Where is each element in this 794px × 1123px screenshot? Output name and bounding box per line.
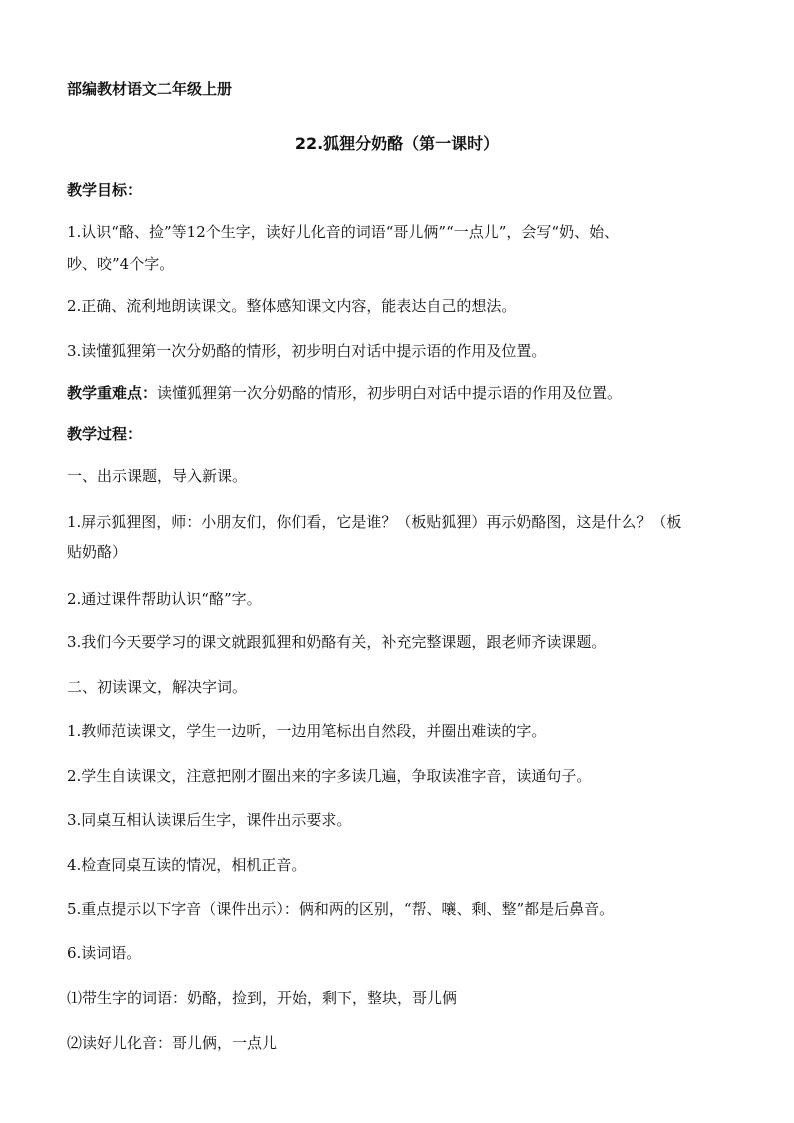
objective-1-line-2: 吵、咬”4个字。	[67, 255, 175, 273]
book-title: 部编教材语文二年级上册	[67, 80, 233, 98]
section-2-sub-1: ⑴带生字的词语：奶酪，捡到，开始，剩下，整块，哥儿俩	[67, 989, 458, 1007]
objective-1-line-1: 1.认识“酪、捡”等12个生字，读好儿化音的词语“哥儿俩”“一点儿”，会写“奶、始、	[67, 223, 620, 241]
section-1-step-1-line-1: 1.屏示狐狸图，师：小朋友们，你们看，它是谁？（板贴狐狸）再示奶酪图，这是什么？（板	[67, 513, 682, 531]
key-points-text: 读懂狐狸第一次分奶酪的情形，初步明白对话中提示语的作用及位置。	[157, 384, 623, 402]
objective-3: 3.读懂狐狸第一次分奶酪的情形，初步明白对话中提示语的作用及位置。	[67, 342, 547, 360]
section-2-sub-2: ⑵读好儿化音：哥儿俩，一点儿	[67, 1034, 278, 1052]
key-points	[67, 379, 727, 407]
section-2-step-3: 3.同桌互相认读课后生字，课件出示要求。	[67, 811, 352, 829]
section-1-step-2: 2.通过课件帮助认识“酪”字。	[67, 590, 262, 608]
objective-2: 2.正确、流利地朗读课文。整体感知课文内容，能表达自己的想法。	[67, 297, 517, 315]
section-2-step-2: 2.学生自读课文，注意把刚才圈出来的字多读几遍，争取读准字音，读通句子。	[67, 767, 592, 785]
key-points-label: 教学重难点：	[67, 384, 158, 402]
section-1-step-3: 3.我们今天要学习的课文就跟狐狸和奶酪有关，补充完整课题，跟老师齐读课题。	[67, 633, 607, 651]
section-2-title: 二、初读课文，解决字词。	[67, 678, 248, 696]
objectives-heading: 教学目标：	[67, 181, 143, 199]
section-2-step-1: 1.教师范读课文，学生一边听，一边用笔标出自然段，并圈出难读的字。	[67, 722, 547, 740]
section-2-step-4: 4.检查同桌互读的情况，相机正音。	[67, 856, 307, 874]
section-2-step-6: 6.读词语。	[67, 944, 142, 962]
section-1-title: 一、出示课题，导入新课。	[67, 467, 248, 485]
lesson-title: 22.狐狸分奶酪（第一课时）	[294, 134, 500, 153]
section-1-step-1-line-2: 贴奶酪）	[67, 543, 128, 561]
section-2-step-5: 5.重点提示以下字音（课件出示）：俩和两的区别，“帮、嚷、剩、整”都是后鼻音。	[67, 900, 615, 918]
process-heading: 教学过程：	[67, 425, 143, 443]
